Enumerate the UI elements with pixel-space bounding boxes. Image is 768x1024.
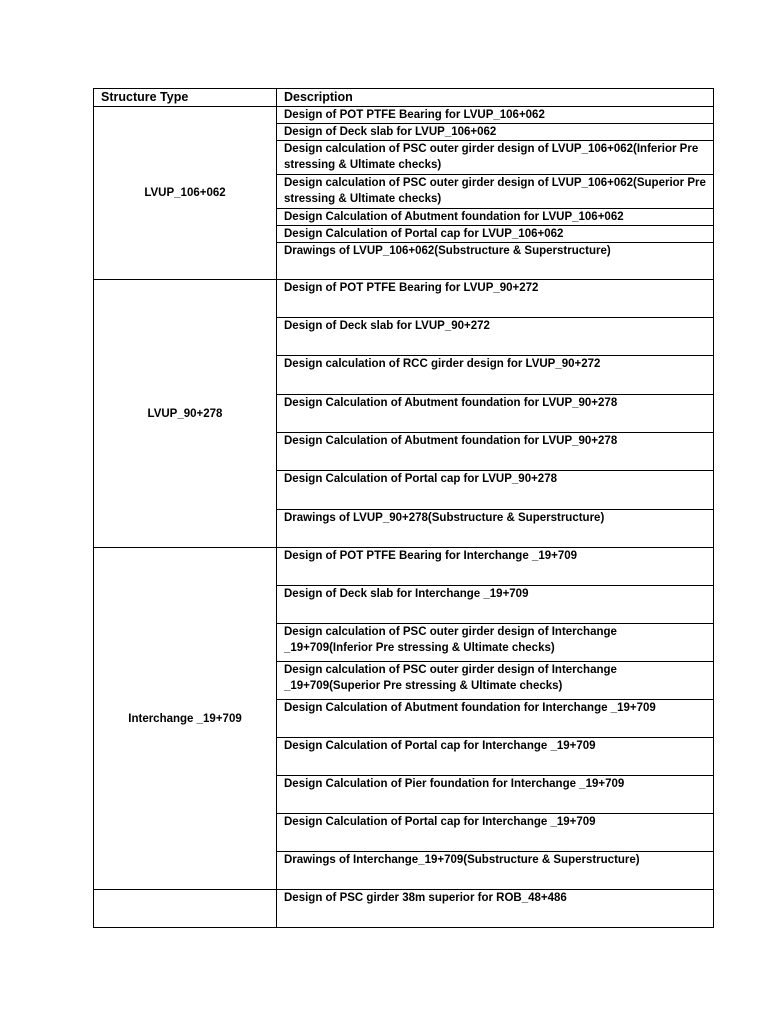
table-row <box>94 548 714 586</box>
description-cell: Design Calculation of Portal cap for Interchange _19+709 <box>277 814 714 852</box>
description-cell: Design Calculation of Abutment foundation for LVUP_90+278 <box>277 433 714 471</box>
description-cell: Design calculation of RCC girder design for LVUP_90+272 <box>277 356 714 395</box>
table-row <box>94 107 714 124</box>
description-cell: Design of POT PTFE Bearing for Interchange _19+709 <box>277 548 714 586</box>
header-structure-type: Structure Type <box>94 89 277 107</box>
description-cell: Drawings of LVUP_106+062(Substructure & Superstructure) <box>277 243 714 280</box>
description-cell: Design calculation of PSC outer girder design of Interchange _19+709(Superior Pre stressing & Ultimate checks) <box>277 662 714 700</box>
table-row <box>94 280 714 318</box>
structure-type-cell: LVUP_90+278 <box>94 280 277 548</box>
description-cell: Design of POT PTFE Bearing for LVUP_106+062 <box>277 107 714 124</box>
description-cell: Design of Deck slab for LVUP_90+272 <box>277 318 714 356</box>
description-cell: Design Calculation of Portal cap for LVUP_106+062 <box>277 226 714 243</box>
structure-type-cell <box>94 890 277 928</box>
description-cell: Design of Deck slab for LVUP_106+062 <box>277 124 714 141</box>
description-cell: Design Calculation of Portal cap for LVUP_90+278 <box>277 471 714 510</box>
description-cell: Drawings of LVUP_90+278(Substructure & Superstructure) <box>277 510 714 548</box>
description-cell: Design Calculation of Abutment foundation for LVUP_106+062 <box>277 209 714 226</box>
description-cell: Design Calculation of Abutment foundation for Interchange _19+709 <box>277 700 714 738</box>
description-cell: Design Calculation of Abutment foundation for LVUP_90+278 <box>277 395 714 433</box>
structure-description-table <box>93 88 714 928</box>
table-row <box>94 890 714 928</box>
description-cell: Design of POT PTFE Bearing for LVUP_90+272 <box>277 280 714 318</box>
structure-type-cell: LVUP_106+062 <box>94 107 277 280</box>
description-cell: Design of PSC girder 38m superior for ROB_48+486 <box>277 890 714 928</box>
table-body <box>94 89 714 928</box>
description-cell: Design calculation of PSC outer girder design of LVUP_106+062(Superior Pre stressing & Ultimate checks) <box>277 175 714 209</box>
description-cell: Design of Deck slab for Interchange _19+709 <box>277 586 714 624</box>
description-cell: Design Calculation of Portal cap for Interchange _19+709 <box>277 738 714 776</box>
header-row <box>94 89 714 107</box>
header-description: Description <box>277 89 714 107</box>
structure-type-cell: Interchange _19+709 <box>94 548 277 890</box>
description-cell: Design Calculation of Pier foundation for Interchange _19+709 <box>277 776 714 814</box>
description-cell: Design calculation of PSC outer girder design of Interchange _19+709(Inferior Pre stressing & Ultimate checks) <box>277 624 714 662</box>
description-cell: Design calculation of PSC outer girder design of LVUP_106+062(Inferior Pre stressing & Ultimate checks) <box>277 141 714 175</box>
description-cell: Drawings of Interchange_19+709(Substructure & Superstructure) <box>277 852 714 890</box>
